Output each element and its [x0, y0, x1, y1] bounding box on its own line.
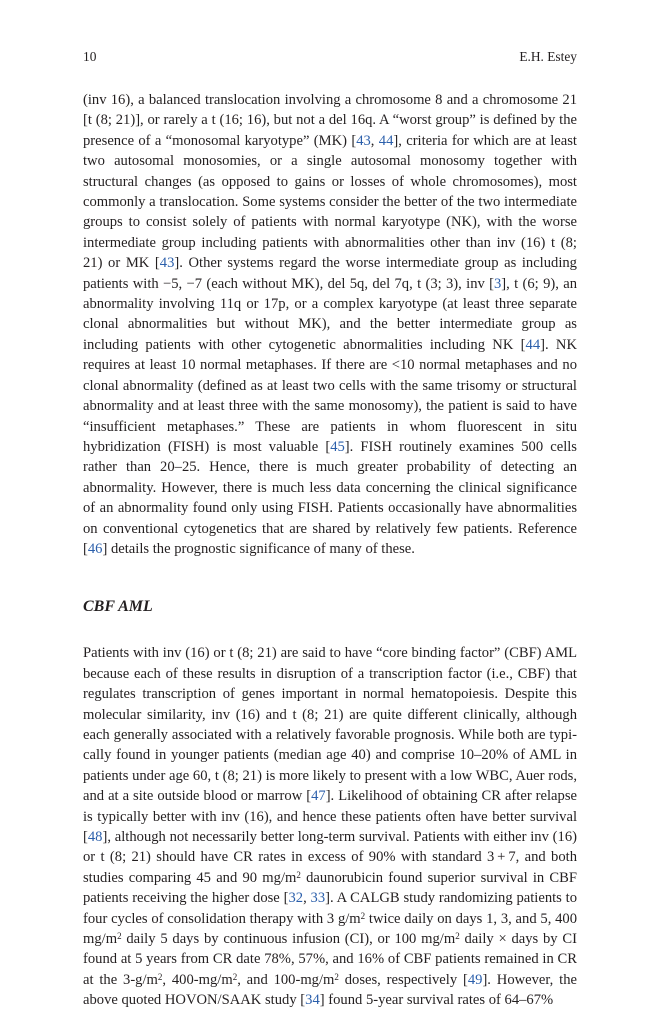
text-run: ] found 5-year survival rates of 64–67% — [319, 992, 554, 1009]
citation-link[interactable]: 32 — [288, 890, 304, 907]
text-run: ]. FISH routinely examines 500 cells rather than 20–25. Hence, there is much greater probability of detecting an abnormality. However, there is much less data concerning the clinical significance of an abnormality found only using FISH. Patients occasionally have abnormalities on conventional cytogenetics that are shared by relatively few patients. Reference [ — [83, 438, 577, 557]
text-run: Patients with inv (16) or t (8; 21) are said to have “core binding factor” (CBF) AML because each of these results in disruption of a transcription factor (i.e., CBF) that regulates transcription of genes important in normal hematopoiesis. Despite this molecular similarity, inv (16) and t (8; 21) are quite different clinically, although each generally associated with a relatively favorable prognosis. While both are typically found in younger patients (median age 40) and comprise 10–20% of AML in patients under age 60, t (8; 21) is more likely to present with a low WBC, Auer rods, and at a site outside blood or marrow [ — [83, 645, 577, 805]
text-run: ]. NK requires at least 10 normal metaphases. If there are <10 normal metaphases and no clonal abnormality (defined as at least two cells with the same trisomy or structural abnormality and at least three with the same monosomy), the patient is said to have “insufficient metaphases.” These are patients in whom fluorescent in situ hybridization (FISH) is most valuable [ — [83, 336, 577, 455]
text-run: (inv 16), a balanced translocation involving a chromosome 8 and a chromosome 21 [t (8; 21)], or rarely a t (16; 16), but not a del 16q. A “worst group” is defined by the presence of a “monosomal karyotype” (MK) [ — [83, 92, 577, 149]
paragraph-karyotype-groups — [83, 90, 577, 559]
citation-link[interactable]: 45 — [330, 438, 345, 455]
superscript: 2 — [232, 971, 238, 982]
text-run: daunorubicin found superior survival in CBF patients receiving the higher dose [ — [83, 869, 577, 907]
text-run: ], t (6; 9), an abnormality involving 11q or 17p, or a complex karyotype (at least three separate clonal abnormalities but without MK), and the better intermediate group as including patients with other cytogenetic abnormalities including NK [ — [83, 275, 577, 353]
text-run: , and 100-mg/m — [237, 971, 335, 988]
text-run: ] details the prognostic significance of many of these. — [102, 540, 415, 557]
citation-link[interactable]: 34 — [305, 992, 320, 1009]
superscript: 2 — [117, 931, 122, 942]
text-run: , — [303, 890, 311, 907]
citation-link[interactable]: 43 — [356, 132, 371, 149]
text-run: ]. A CALGB study randomizing patients to four cycles of consolidation therapy with 3 g/m — [83, 890, 578, 927]
section-heading-cbf-aml: CBF AML — [83, 598, 153, 616]
text-run: ]. However, the above quoted HOVON/SAAK study [ — [83, 971, 577, 1009]
paragraph-cbf-aml — [83, 643, 577, 1010]
citation-link[interactable]: 3 — [494, 275, 502, 292]
superscript: 2 — [360, 910, 366, 921]
page-number: 10 — [83, 49, 97, 64]
text-run: ], criteria for which are at least two autosomal monosomies, or a single autosomal monosomy together with structural changes (as opposed to gains or losses of whole chromosomes), most commonly a translocation. Some systems consider the better of the two intermediate groups to consist solely of patients with normal karyotype (NK), with the worse intermediate group including patients with abnormalities other than inv (16) t (8; 21) or MK [ — [83, 132, 577, 272]
superscript: 2 — [334, 971, 339, 982]
citation-link[interactable]: 44 — [525, 336, 541, 353]
text-run: doses, respectively [ — [338, 971, 468, 988]
superscript: 2 — [296, 869, 301, 880]
superscript: 2 — [455, 931, 460, 942]
citation-link[interactable]: 48 — [87, 829, 103, 845]
text-run: ]. Likelihood of obtaining CR after relapse is typically better with inv (16), and hence these patients often have better survival [ — [83, 788, 577, 845]
citation-link[interactable]: 43 — [159, 255, 175, 272]
text-run: , 400-mg/m — [162, 971, 233, 988]
citation-link[interactable]: 33 — [310, 890, 326, 907]
text-run: twice daily on days 1, 3, and 5, 400 mg/m — [83, 910, 577, 948]
citation-link[interactable]: 49 — [467, 971, 483, 988]
text-run: ], although not necessarily better long-term survival. Patients with either inv (16) or t (8; 21) should have CR rates in excess of 90% with standard 3 + 7, and both studies comparing 45 and 90 mg/m — [83, 829, 577, 886]
running-head: E.H. Estey — [519, 49, 577, 64]
text-run: , — [370, 132, 379, 149]
text-run: daily 5 days by continuous infusion (CI), or 100 mg/m — [121, 931, 456, 948]
page-body — [83, 90, 577, 1011]
citation-link[interactable]: 47 — [311, 788, 326, 805]
text-run: daily × days by CI found at 5 years from CR date 78%, 57%, and 16% of CBF patients remained in CR at the 3-g/m — [83, 931, 577, 988]
citation-link[interactable]: 44 — [378, 132, 394, 149]
superscript: 2 — [157, 971, 163, 982]
citation-link[interactable]: 46 — [87, 540, 103, 557]
text-run: ]. Other systems regard the worse intermediate group as including patients with −5, −7 (each without MK), del 5q, del 7q, t (3; 3), inv [ — [83, 255, 577, 292]
